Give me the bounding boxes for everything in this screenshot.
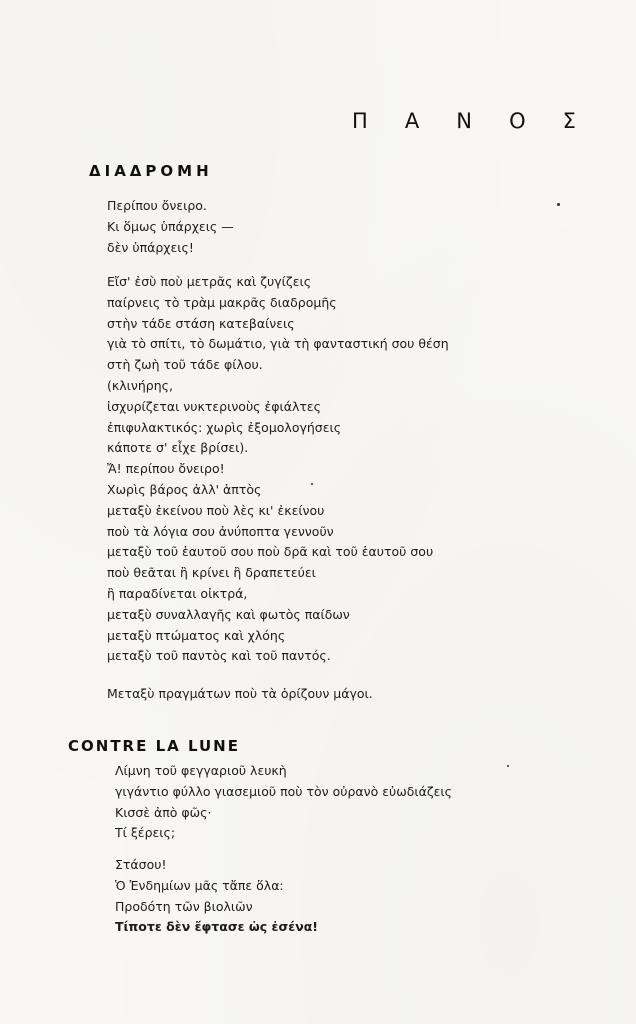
poem-line: μεταξὺ συναλλαγῆς καὶ φωτὸς παίδων xyxy=(107,606,350,622)
poem-line: ποὺ θεᾶται ἢ κρίνει ἢ δραπετεύει xyxy=(107,565,316,581)
poem-line: Περίπου ὄνειρο. xyxy=(107,198,207,213)
poem-line: μεταξὺ πτώματος καὶ χλόης xyxy=(107,627,286,643)
poem-line: Χωρὶς βάρος ἀλλ' ἁπτὸς xyxy=(107,481,262,497)
author-letter: Ο xyxy=(509,109,526,133)
poem-line: μεταξὺ ἐκείνου ποὺ λὲς κι' ἐκείνου xyxy=(107,502,325,518)
poem-title: ΔΙΑΔΡΟΜΗ xyxy=(89,162,213,180)
poem-line: μεταξὺ τοῦ παντὸς καὶ τοῦ παντός. xyxy=(107,648,331,664)
poem-line: Λίμνη τοῦ φεγγαριοῦ λευκὴ xyxy=(115,763,287,778)
poem-title: CONTRE LA LUNE xyxy=(68,737,240,755)
poem-line: παίρνεις τὸ τρὰμ μακρᾶς διαδρομῆς xyxy=(107,294,337,310)
poem-line: στὴν τάδε στάση κατεβαίνεις xyxy=(107,315,295,331)
poem-line: δὲν ὑπάρχεις! xyxy=(107,239,194,255)
poem-line: μεταξὺ τοῦ ἑαυτοῦ σου ποὺ δρᾶ καὶ τοῦ ἑαυτοῦ σου xyxy=(107,544,434,560)
poem-line: ἐπιφυλακτικός: χωρὶς ἐξομολογήσεις xyxy=(107,419,342,435)
poem-line: κάποτε σ' εἶχε βρίσει). xyxy=(107,440,249,456)
poem-line: Τί ξέρεις; xyxy=(115,825,176,841)
author-letter: Α xyxy=(404,109,420,133)
poem-line: γιὰ τὸ σπίτι, τὸ δωμάτιο, γιὰ τὴ φανταστική σου θέση xyxy=(107,336,449,352)
ink-speck xyxy=(557,203,560,206)
poem-line: (κλινήρης, xyxy=(107,377,173,393)
ink-speck xyxy=(507,765,509,767)
author-letter: Σ xyxy=(562,109,576,133)
poem-line: Στάσου! xyxy=(115,857,167,872)
poem-line: Κισσὲ ἀπὸ φῶς· xyxy=(115,804,212,820)
poem-line: Ὁ Ἐνδημίων μᾶς τἄπε ὅλα: xyxy=(115,877,284,893)
poem-line: Κι ὅμως ὑπάρχεις — xyxy=(107,218,234,234)
poem-line: γιγάντιο φύλλο γιασεμιοῦ ποὺ τὸν οὐρανὸ εὐωδιάζεις xyxy=(115,783,452,799)
ink-speck xyxy=(311,483,313,485)
author-name xyxy=(352,109,576,133)
poem-line: ἢ παραδίνεται οἰκτρά, xyxy=(107,585,248,601)
poem-line: στὴ ζωὴ τοῦ τάδε φίλου. xyxy=(107,357,263,373)
poem-line: Τίποτε δὲν ἔφτασε ὡς ἐσένα! xyxy=(115,919,318,935)
poem-line: Ἄ! περίπου ὄνειρο! xyxy=(107,461,225,477)
author-letter: Ν xyxy=(456,109,473,133)
poem-line: ἰσχυρίζεται νυκτερινοὺς ἐφιάλτες xyxy=(107,398,321,414)
poem-line: Εἴσ' ἐσὺ ποὺ μετρᾶς καὶ ζυγίζεις xyxy=(107,274,312,289)
poem-line: Μεταξὺ πραγμάτων ποὺ τὰ ὁρίζουν μάγοι. xyxy=(107,686,373,701)
poem1-stanza-1 xyxy=(107,196,234,258)
poem2-stanza-1 xyxy=(115,761,452,844)
poem1-stanza-2 xyxy=(107,272,449,667)
poem-line: Προδότη τῶν βιολιῶν xyxy=(115,898,253,914)
poem-line: ποὺ τὰ λόγια σου ἀνύποπτα γεννοῦν xyxy=(107,523,334,539)
poem1-stanza-3 xyxy=(107,684,373,705)
author-letter: Π xyxy=(352,109,368,133)
poem2-stanza-2 xyxy=(115,855,318,938)
